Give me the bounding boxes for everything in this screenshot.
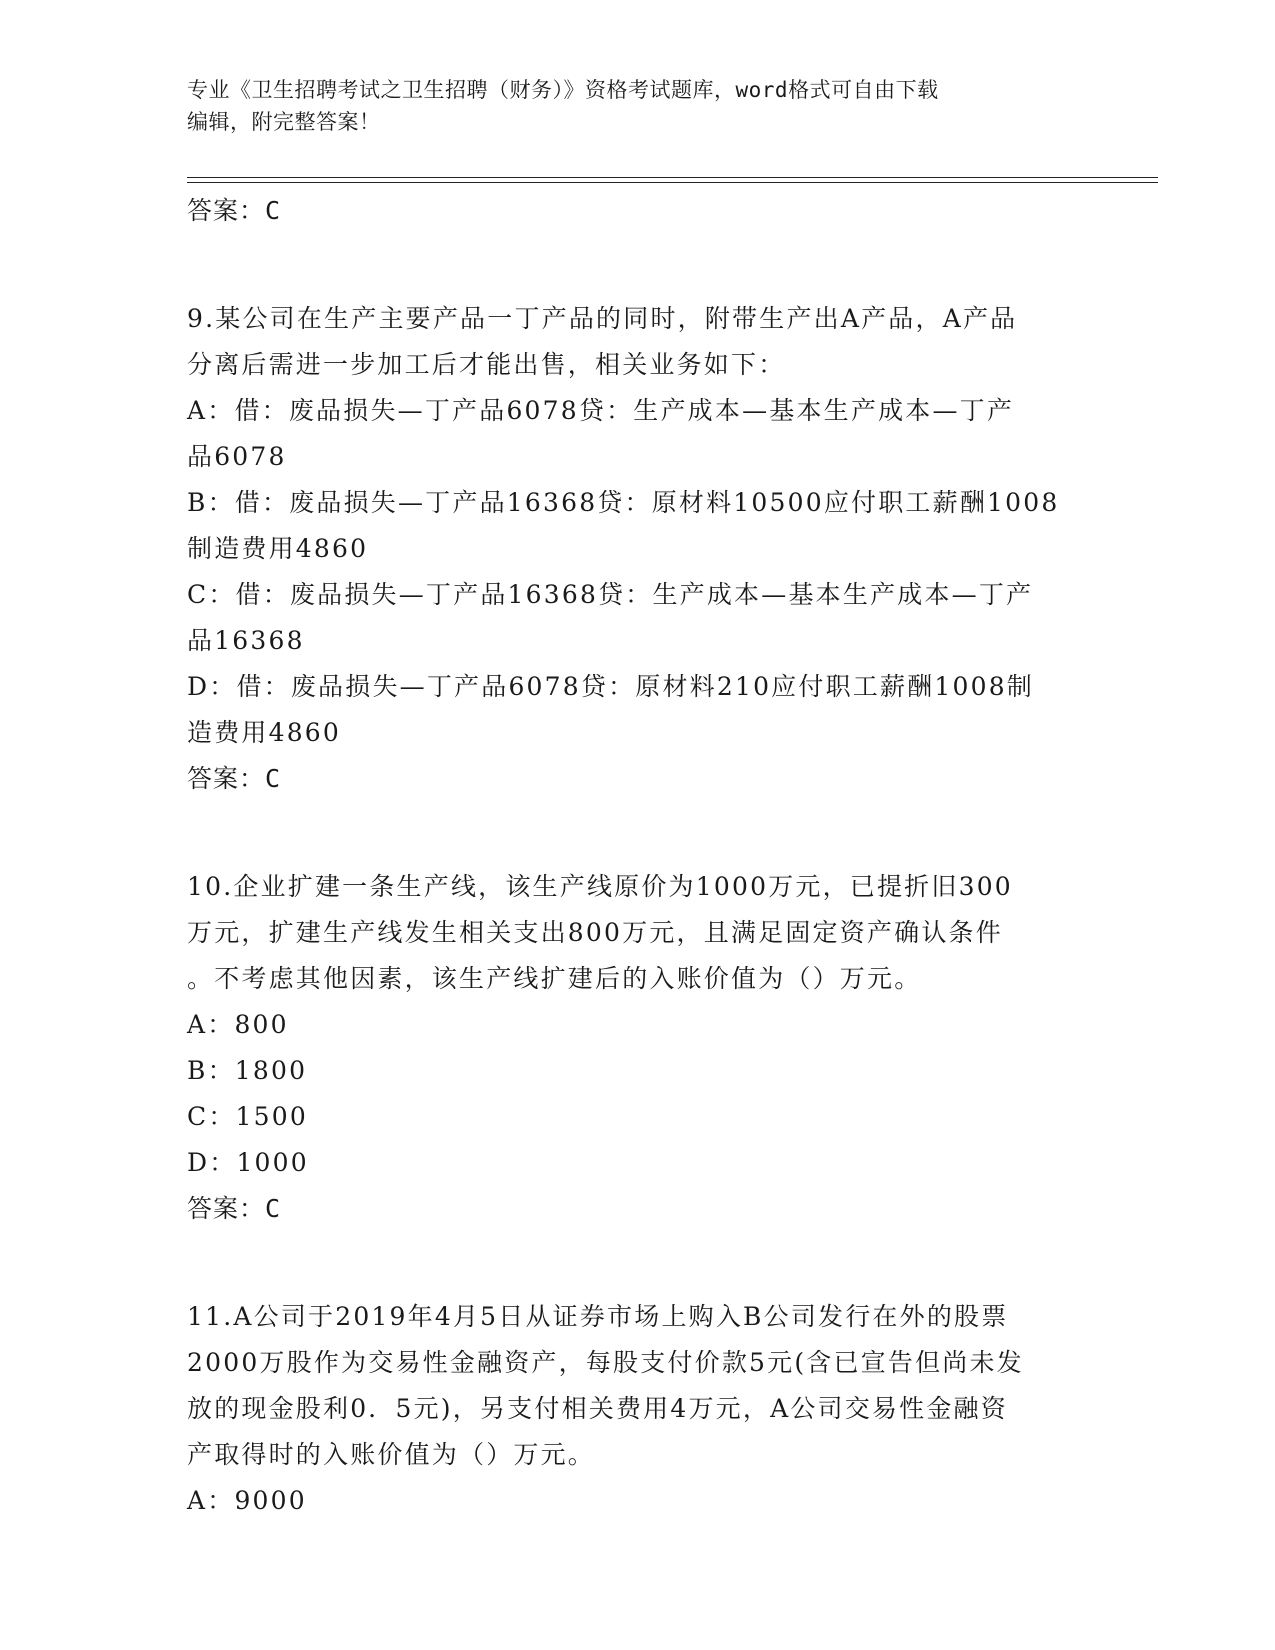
option-d: D：1000 [187,1148,309,1177]
spacer [187,802,1087,864]
option-a: A：借：废品损失—丁产品6078贷：生产成本—基本生产成本—丁产 [187,396,1015,425]
question-9-stem-line: 分离后需进一步加工后才能出售，相关业务如下： [187,350,786,379]
option-a-cont: 品6078 [187,442,287,471]
question-10 [187,864,1087,1232]
question-10-stem-line: 10.企业扩建一条生产线，该生产线原价为1000万元，已提折旧300 [187,872,1013,901]
answer-q10: 答案：C [187,1194,282,1223]
answer-q8: 答案：C [187,196,282,225]
question-11-stem-line: 产取得时的入账价值为（）万元。 [187,1440,596,1469]
document-header [187,74,1067,138]
option-a: A：800 [187,1010,289,1039]
question-11-stem-line: 2000万股作为交易性金融资产，每股支付价款5元(含已宣告但尚未发 [187,1348,1024,1377]
option-b: B：借：废品损失—丁产品16368贷：原材料10500应付职工薪酬1008 [187,488,1060,517]
option-b-cont: 制造费用4860 [187,534,369,563]
option-d: D：借：废品损失—丁产品6078贷：原材料210应付职工薪酬1008制 [187,672,1035,701]
spacer [187,234,1087,296]
question-11 [187,1294,1087,1524]
answer-q9: 答案：C [187,764,282,793]
question-9 [187,296,1087,802]
option-c-cont: 品16368 [187,626,305,655]
option-c: C：1500 [187,1102,308,1131]
question-10-stem-line: 万元，扩建生产线发生相关支出800万元，且满足固定资产确认条件 [187,918,1003,947]
question-11-stem-line: 放的现金股利0．5元)，另支付相关费用4万元，A公司交易性金融资 [187,1394,1008,1423]
header-rule-bottom [187,182,1158,183]
document-body [187,188,1087,1524]
header-line-2: 编辑，附完整答案！ [187,110,381,134]
spacer [187,1232,1087,1294]
option-c: C：借：废品损失—丁产品16368贷：生产成本—基本生产成本—丁产 [187,580,1034,609]
option-b: B：1800 [187,1056,308,1085]
header-rule-top [187,177,1158,178]
header-line-1: 专业《卫生招聘考试之卫生招聘（财务）》资格考试题库，word格式可自由下载 [187,78,939,102]
question-10-stem-line: 。不考虑其他因素，该生产线扩建后的入账价值为（）万元。 [187,964,922,993]
question-11-stem-line: 11.A公司于2019年4月5日从证券市场上购入B公司发行在外的股票 [187,1302,1009,1331]
option-a: A：9000 [187,1486,307,1515]
question-9-stem-line: 9.某公司在生产主要产品一丁产品的同时，附带生产出A产品，A产品 [187,304,1018,333]
option-d-cont: 造费用4860 [187,718,342,747]
